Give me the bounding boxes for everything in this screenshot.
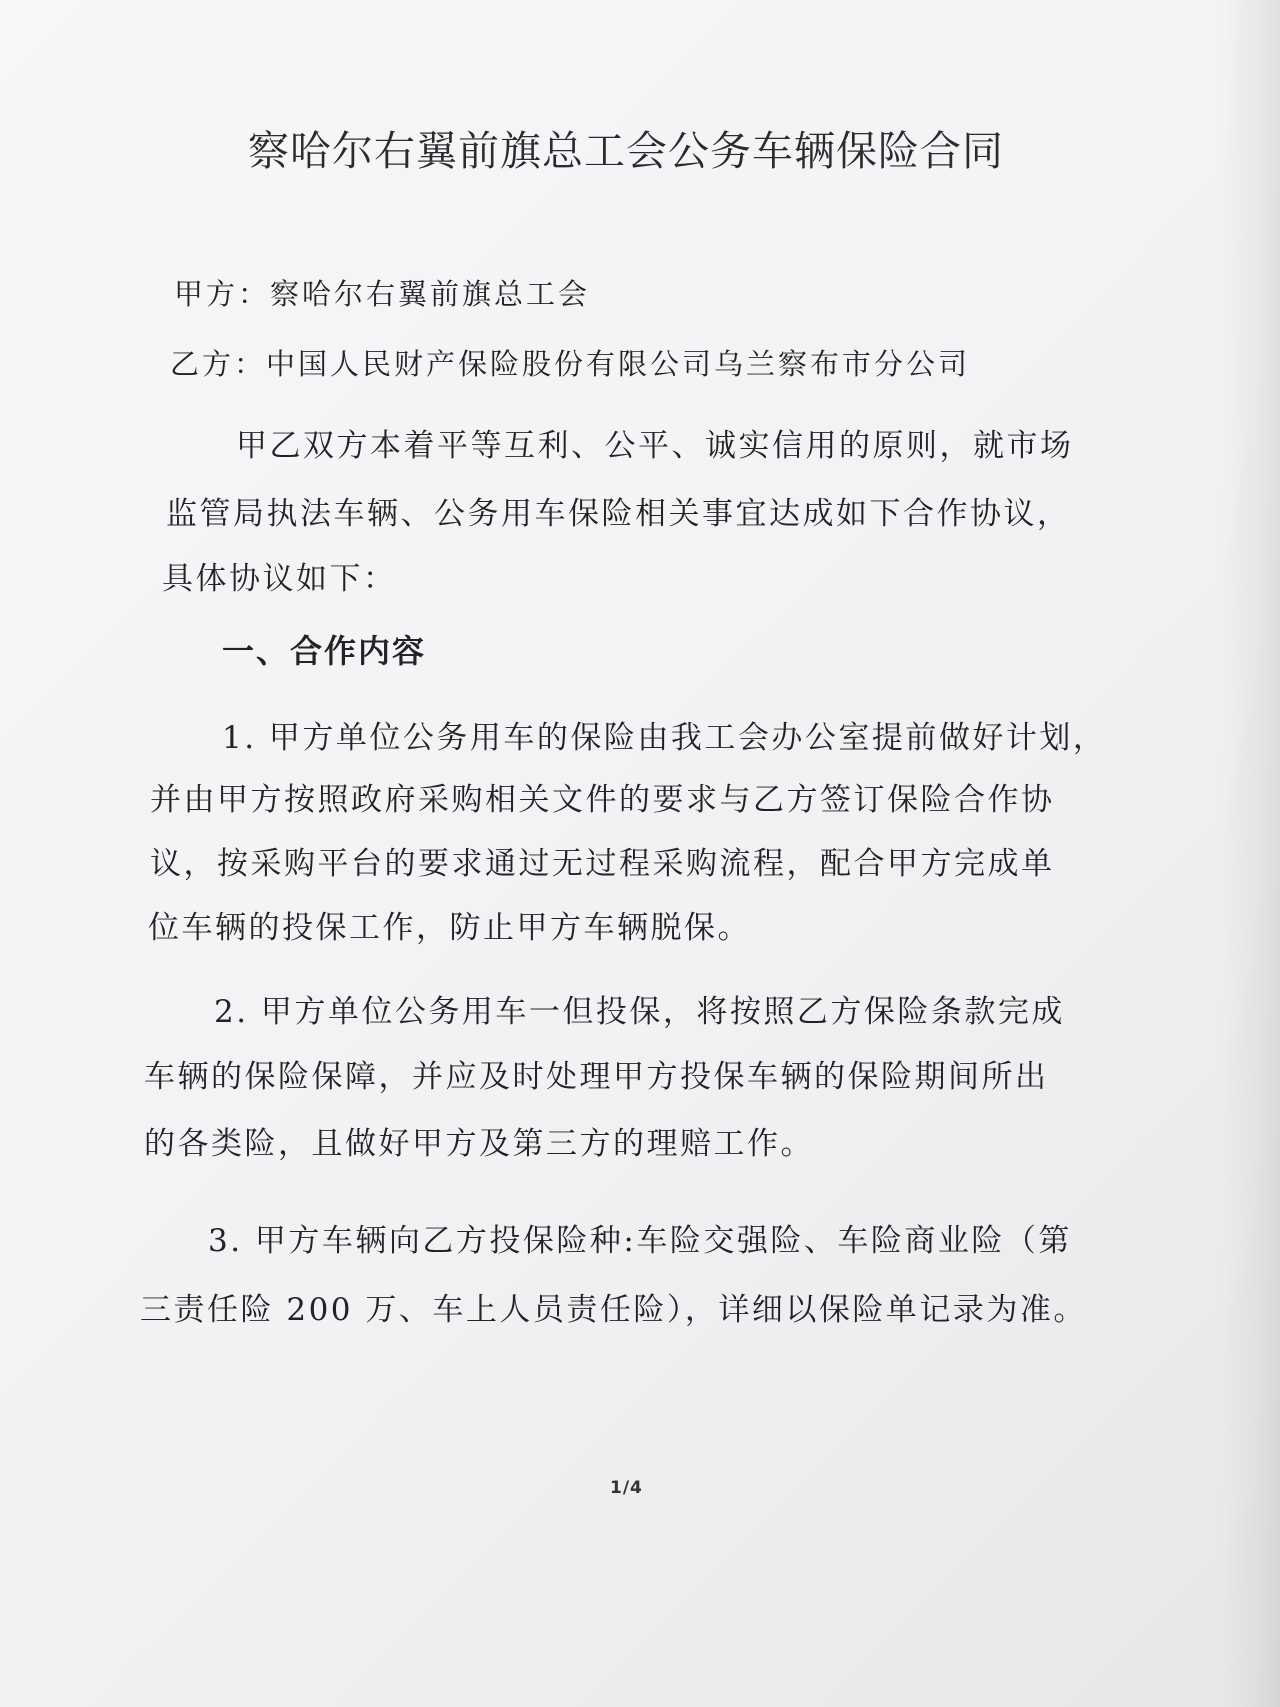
intro-line: 甲乙双方本着平等互利、公平、诚实信用的原则，就市场 xyxy=(236,428,1074,464)
section-heading: 一、合作内容 xyxy=(222,632,427,670)
intro-line: 具体协议如下： xyxy=(162,561,397,597)
page-edge-shadow xyxy=(1220,0,1280,1707)
clause-1-line: 并由甲方按照政府采购相关文件的要求与乙方签订保险合作协 xyxy=(150,782,1055,818)
clause-2-line: 的各类险，且做好甲方及第三方的理赔工作。 xyxy=(144,1126,814,1162)
clause-3-line: 三责任险 200 万、车上人员责任险），详细以保险单记录为准。 xyxy=(140,1292,1087,1328)
party-b: 乙方：中国人民财产保险股份有限公司乌兰察布市分公司 xyxy=(170,347,971,381)
clause-2-line: 车辆的保险保障，并应及时处理甲方投保车辆的保险期间所出 xyxy=(144,1059,1049,1095)
clause-1-line: 1. 甲方单位公务用车的保险由我工会办公室提前做好计划， xyxy=(222,720,1107,756)
clause-2-line: 2. 甲方单位公务用车一但投保，将按照乙方保险条款完成 xyxy=(214,994,1065,1030)
party-a: 甲方：察哈尔右翼前旗总工会 xyxy=(174,277,591,311)
intro-line: 监管局执法车辆、公务用车保险相关事宜达成如下合作协议， xyxy=(166,496,1071,532)
clause-3-line: 3. 甲方车辆向乙方投保险种:车险交强险、车险商业险（第 xyxy=(208,1223,1072,1259)
contract-title: 察哈尔右翼前旗总工会公务车辆保险合同 xyxy=(248,127,1004,175)
page-number: 1/4 xyxy=(610,1478,643,1498)
clause-1-line: 位车辆的投保工作，防止甲方车辆脱保。 xyxy=(148,910,751,946)
clause-1-line: 议，按采购平台的要求通过无过程采购流程，配合甲方完成单 xyxy=(150,846,1055,882)
